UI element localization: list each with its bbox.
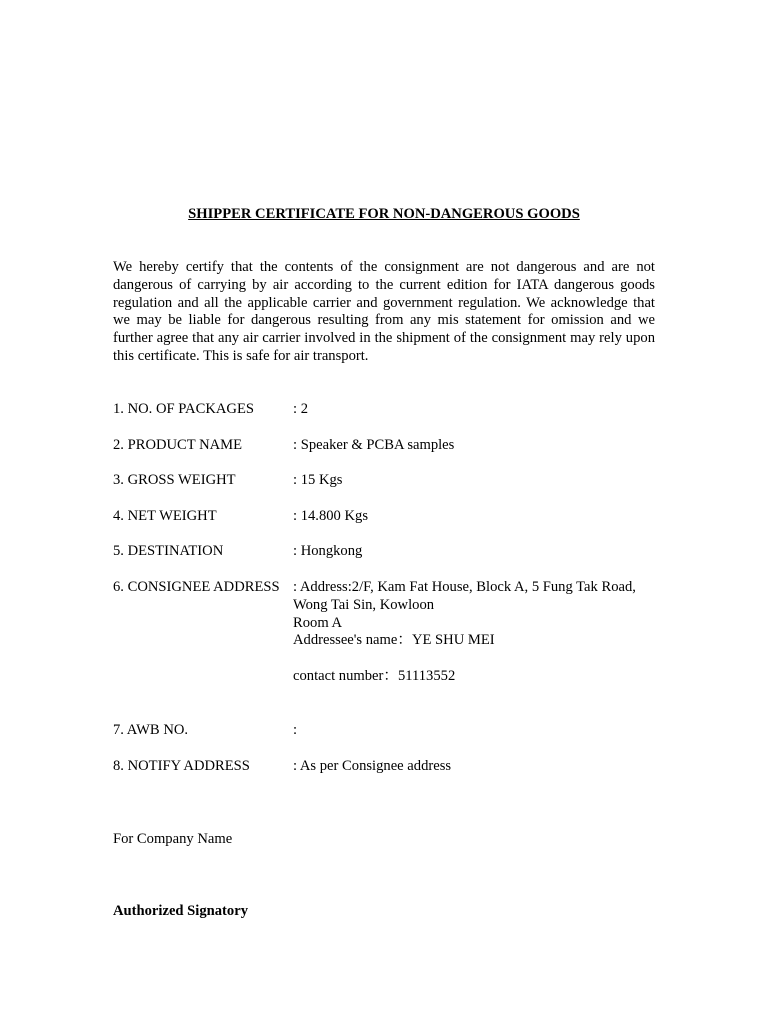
field-value: : 14.800 Kgs (293, 508, 368, 524)
address-spacer (293, 650, 655, 668)
certificate-page (113, 0, 655, 1024)
document-title: SHIPPER CERTIFICATE FOR NON-DANGEROUS GOODS (188, 206, 580, 222)
address-line: Wong Tai Sin, Kowloon (293, 596, 435, 613)
contact-number: contact number：51113552 (293, 667, 456, 684)
address-line: Room A (293, 614, 343, 631)
certification-statement: We hereby certify that the contents of the consignment are not dangerous and are not dangerous of carrying by air according to the current edition for IATA dangerous goods regulation and all the applicable carrier and government regulation. We acknowledge that we may be liable for dangerous resulting from any mis statement for omission and we further agree that any air carrier involved in the shipment of the consignment may rely upon this certificate. This is safe for air transport. (113, 259, 655, 364)
field-label: 3. GROSS WEIGHT (113, 472, 236, 488)
field-label: 4. NET WEIGHT (113, 508, 217, 524)
field-label: 7. AWB NO. (113, 722, 189, 738)
consignee-address-block (293, 579, 655, 686)
field-label: 6. CONSIGNEE ADDRESS (113, 579, 280, 595)
addressee-name: Addressee's name：YE SHU MEI (293, 632, 495, 649)
field-label: 2. PRODUCT NAME (113, 437, 243, 453)
field-value: : Hongkong (293, 543, 363, 559)
authorized-signatory: Authorized Signatory (113, 903, 248, 919)
field-label: 1. NO. OF PACKAGES (113, 401, 254, 417)
field-value: : Speaker & PCBA samples (293, 437, 455, 453)
field-value: : 2 (293, 401, 308, 417)
field-label: 5. DESTINATION (113, 543, 224, 559)
for-company-line: For Company Name (113, 831, 233, 847)
field-value: : As per Consignee address (293, 758, 452, 774)
address-line: : Address:2/F, Kam Fat House, Block A, 5 Fung Tak Road, (293, 579, 636, 595)
field-label: 8. NOTIFY ADDRESS (113, 758, 250, 774)
field-value: : 15 Kgs (293, 472, 343, 488)
field-value: : (293, 722, 298, 738)
